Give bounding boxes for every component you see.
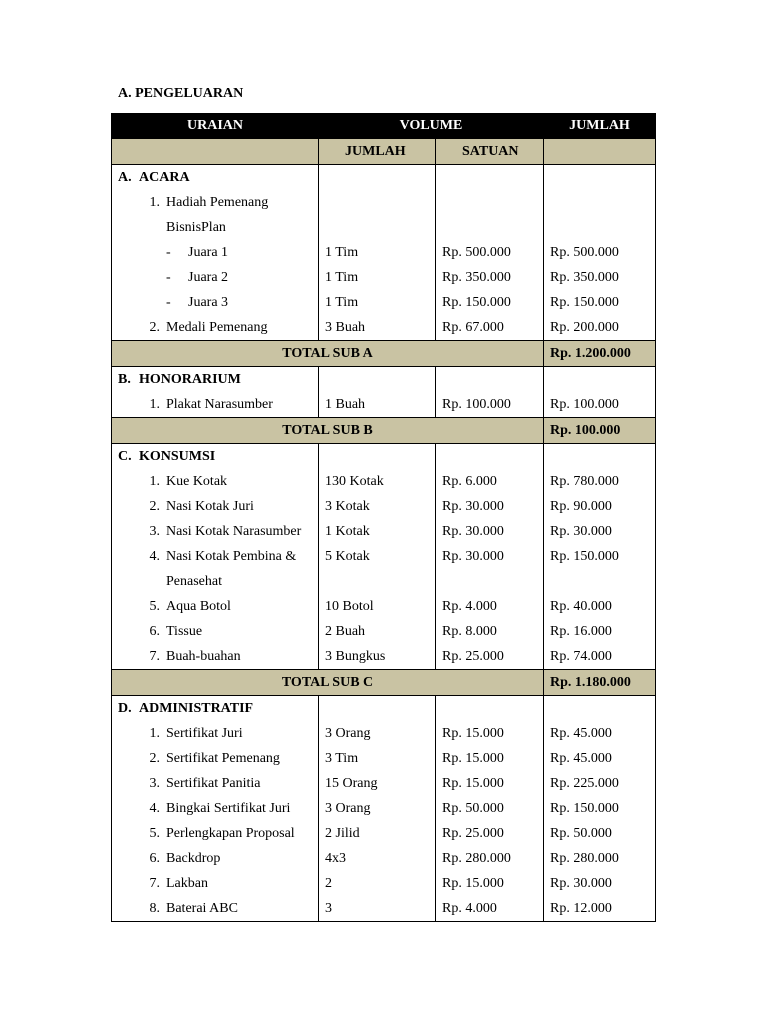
total-cell: Rp. 45.000 — [544, 721, 656, 746]
unit-price-cell: Rp. 4.000 — [436, 594, 544, 619]
item-label: Sertifikat Juri — [166, 725, 243, 741]
total-cell — [544, 367, 656, 393]
unit-price-cell — [436, 696, 544, 722]
unit-price-cell: Rp. 350.000 — [436, 265, 544, 290]
total-cell: Rp. 350.000 — [544, 265, 656, 290]
section-letter: C. — [118, 448, 132, 464]
item-number: 4. — [149, 548, 160, 564]
subtotal-row — [112, 341, 656, 367]
section-label: HONORARIUM — [139, 371, 241, 387]
unit-price-cell: Rp. 30.000 — [436, 544, 544, 569]
subtotal-row — [112, 418, 656, 444]
item-number: 1. — [149, 194, 160, 210]
item-row — [112, 594, 656, 619]
total-cell — [544, 696, 656, 722]
unit-price-cell: Rp. 100.000 — [436, 392, 544, 418]
section-letter: A. — [118, 169, 132, 185]
item-description — [112, 544, 319, 569]
section-letter: D. — [118, 700, 132, 716]
item-description — [112, 594, 319, 619]
subtotal-value: Rp. 1.200.000 — [544, 341, 656, 367]
item-description — [112, 290, 319, 315]
item-description — [112, 494, 319, 519]
item-label: Aqua Botol — [166, 598, 231, 614]
qty-cell — [319, 569, 436, 594]
item-number: 2. — [149, 750, 160, 766]
section-title — [112, 696, 319, 722]
total-cell: Rp. 150.000 — [544, 290, 656, 315]
qty-cell — [319, 165, 436, 191]
section-label: KONSUMSI — [139, 448, 216, 464]
item-description — [112, 469, 319, 494]
unit-price-cell: Rp. 150.000 — [436, 290, 544, 315]
subtotal-label: TOTAL SUB B — [112, 418, 544, 444]
unit-price-cell: Rp. 500.000 — [436, 240, 544, 265]
section-row — [112, 367, 656, 393]
item-number: 1. — [149, 473, 160, 489]
item-row — [112, 771, 656, 796]
item-label: Kue Kotak — [166, 473, 228, 489]
total-cell — [544, 215, 656, 240]
total-cell: Rp. 200.000 — [544, 315, 656, 341]
item-number: 7. — [149, 648, 160, 664]
qty-cell: 2 — [319, 871, 436, 896]
subtotal-row — [112, 670, 656, 696]
qty-cell: 1 Tim — [319, 265, 436, 290]
item-row — [112, 519, 656, 544]
item-row — [112, 746, 656, 771]
qty-cell: 3 Orang — [319, 796, 436, 821]
item-description — [112, 519, 319, 544]
item-description — [112, 846, 319, 871]
unit-price-cell: Rp. 67.000 — [436, 315, 544, 341]
item-label: Nasi Kotak Narasumber — [166, 523, 302, 539]
qty-cell — [319, 215, 436, 240]
item-row — [112, 215, 656, 240]
qty-cell: 130 Kotak — [319, 469, 436, 494]
item-label: Sertifikat Panitia — [166, 775, 261, 791]
total-cell: Rp. 16.000 — [544, 619, 656, 644]
unit-price-cell: Rp. 6.000 — [436, 469, 544, 494]
dash-bullet: - — [166, 244, 171, 260]
section-title — [112, 444, 319, 470]
qty-cell: 3 Tim — [319, 746, 436, 771]
item-number: 8. — [149, 900, 160, 916]
section-title — [112, 165, 319, 191]
item-label: Nasi Kotak Pembina & — [166, 548, 297, 564]
total-cell: Rp. 30.000 — [544, 871, 656, 896]
table-subheader-row — [112, 139, 656, 165]
qty-cell: 3 Orang — [319, 721, 436, 746]
item-description — [112, 821, 319, 846]
section-label: ACARA — [139, 169, 190, 185]
item-row — [112, 469, 656, 494]
item-number: 3. — [149, 523, 160, 539]
item-description — [112, 190, 319, 215]
item-row — [112, 721, 656, 746]
total-cell: Rp. 45.000 — [544, 746, 656, 771]
item-label: Backdrop — [166, 850, 221, 866]
item-label: Hadiah Pemenang — [166, 194, 269, 210]
item-label: Juara 1 — [188, 244, 229, 260]
unit-price-cell: Rp. 30.000 — [436, 494, 544, 519]
total-cell — [544, 444, 656, 470]
total-cell — [544, 190, 656, 215]
item-description — [112, 215, 319, 240]
unit-price-cell — [436, 444, 544, 470]
total-cell: Rp. 74.000 — [544, 644, 656, 670]
item-row — [112, 896, 656, 922]
subheader-empty — [112, 139, 319, 165]
qty-cell: 3 Buah — [319, 315, 436, 341]
document-title: A. PENGELUARAN — [118, 86, 244, 101]
item-label: Sertifikat Pemenang — [166, 750, 280, 766]
item-label: Juara 3 — [188, 294, 229, 310]
total-cell: Rp. 150.000 — [544, 544, 656, 569]
section-title — [112, 367, 319, 393]
dash-bullet: - — [166, 269, 171, 285]
subheader-satuan: SATUAN — [436, 139, 544, 165]
total-cell: Rp. 280.000 — [544, 846, 656, 871]
item-number: 3. — [149, 775, 160, 791]
unit-price-cell: Rp. 15.000 — [436, 746, 544, 771]
unit-price-cell: Rp. 15.000 — [436, 871, 544, 896]
qty-cell: 1 Kotak — [319, 519, 436, 544]
unit-price-cell: Rp. 4.000 — [436, 896, 544, 922]
item-description — [112, 240, 319, 265]
unit-price-cell: Rp. 25.000 — [436, 821, 544, 846]
unit-price-cell: Rp. 15.000 — [436, 771, 544, 796]
item-number: 5. — [149, 598, 160, 614]
qty-cell — [319, 444, 436, 470]
qty-cell: 3 Kotak — [319, 494, 436, 519]
item-label: Tissue — [166, 623, 203, 639]
qty-cell: 1 Buah — [319, 392, 436, 418]
unit-price-cell: Rp. 50.000 — [436, 796, 544, 821]
qty-cell — [319, 190, 436, 215]
qty-cell: 1 Tim — [319, 290, 436, 315]
item-number: 4. — [149, 800, 160, 816]
item-description — [112, 796, 319, 821]
qty-cell: 3 — [319, 896, 436, 922]
item-row — [112, 290, 656, 315]
total-cell: Rp. 780.000 — [544, 469, 656, 494]
item-row — [112, 619, 656, 644]
item-description — [112, 771, 319, 796]
total-cell — [544, 165, 656, 191]
subtotal-value: Rp. 1.180.000 — [544, 670, 656, 696]
unit-price-cell — [436, 190, 544, 215]
item-row — [112, 265, 656, 290]
item-label: Lakban — [166, 875, 208, 891]
dash-bullet: - — [166, 294, 171, 310]
item-number: 2. — [149, 319, 160, 335]
item-row — [112, 392, 656, 418]
subtotal-value: Rp. 100.000 — [544, 418, 656, 444]
header-jumlah: JUMLAH — [544, 113, 656, 139]
item-label-continued: BisnisPlan — [166, 219, 226, 235]
section-row — [112, 444, 656, 470]
item-number: 1. — [149, 725, 160, 741]
qty-cell: 2 Buah — [319, 619, 436, 644]
section-row — [112, 696, 656, 722]
item-row — [112, 821, 656, 846]
unit-price-cell — [436, 215, 544, 240]
subtotal-label: TOTAL SUB A — [112, 341, 544, 367]
qty-cell: 2 Jilid — [319, 821, 436, 846]
total-cell: Rp. 500.000 — [544, 240, 656, 265]
qty-cell: 10 Botol — [319, 594, 436, 619]
item-label: Baterai ABC — [166, 900, 238, 916]
total-cell: Rp. 225.000 — [544, 771, 656, 796]
item-description — [112, 315, 319, 341]
unit-price-cell — [436, 165, 544, 191]
item-description — [112, 721, 319, 746]
item-number: 1. — [149, 396, 160, 412]
item-label: Perlengkapan Proposal — [166, 825, 295, 841]
section-letter: B. — [118, 371, 131, 387]
item-description — [112, 569, 319, 594]
item-description — [112, 746, 319, 771]
table-header-row — [112, 113, 656, 139]
qty-cell: 15 Orang — [319, 771, 436, 796]
budget-table — [111, 113, 656, 922]
item-row — [112, 240, 656, 265]
item-number: 7. — [149, 875, 160, 891]
unit-price-cell: Rp. 8.000 — [436, 619, 544, 644]
item-row — [112, 190, 656, 215]
item-description — [112, 896, 319, 922]
unit-price-cell: Rp. 15.000 — [436, 721, 544, 746]
item-description — [112, 644, 319, 670]
total-cell — [544, 569, 656, 594]
item-description — [112, 392, 319, 418]
item-description — [112, 619, 319, 644]
qty-cell: 5 Kotak — [319, 544, 436, 569]
subheader-jumlah: JUMLAH — [319, 139, 436, 165]
total-cell: Rp. 30.000 — [544, 519, 656, 544]
qty-cell: 3 Bungkus — [319, 644, 436, 670]
total-cell: Rp. 50.000 — [544, 821, 656, 846]
item-row — [112, 846, 656, 871]
unit-price-cell: Rp. 25.000 — [436, 644, 544, 670]
item-label: Bingkai Sertifikat Juri — [166, 800, 291, 816]
item-number: 6. — [149, 623, 160, 639]
item-number: 2. — [149, 498, 160, 514]
item-number: 5. — [149, 825, 160, 841]
total-cell: Rp. 100.000 — [544, 392, 656, 418]
item-row — [112, 569, 656, 594]
item-row — [112, 544, 656, 569]
total-cell: Rp. 40.000 — [544, 594, 656, 619]
qty-cell — [319, 367, 436, 393]
item-label: Juara 2 — [188, 269, 229, 285]
item-row — [112, 871, 656, 896]
item-number: 6. — [149, 850, 160, 866]
item-description — [112, 265, 319, 290]
total-cell: Rp. 150.000 — [544, 796, 656, 821]
subheader-empty — [544, 139, 656, 165]
total-cell: Rp. 12.000 — [544, 896, 656, 922]
item-label: Buah-buahan — [166, 648, 241, 664]
total-cell: Rp. 90.000 — [544, 494, 656, 519]
item-row — [112, 315, 656, 341]
unit-price-cell: Rp. 280.000 — [436, 846, 544, 871]
item-row — [112, 644, 656, 670]
qty-cell: 4x3 — [319, 846, 436, 871]
qty-cell — [319, 696, 436, 722]
header-uraian: URAIAN — [112, 113, 319, 139]
item-label: Plakat Narasumber — [166, 396, 273, 412]
item-label-continued: Penasehat — [166, 573, 222, 589]
header-volume: VOLUME — [319, 113, 544, 139]
unit-price-cell: Rp. 30.000 — [436, 519, 544, 544]
qty-cell: 1 Tim — [319, 240, 436, 265]
item-row — [112, 796, 656, 821]
subtotal-label: TOTAL SUB C — [112, 670, 544, 696]
item-row — [112, 494, 656, 519]
item-label: Nasi Kotak Juri — [166, 498, 254, 514]
unit-price-cell — [436, 367, 544, 393]
item-description — [112, 871, 319, 896]
unit-price-cell — [436, 569, 544, 594]
item-label: Medali Pemenang — [166, 319, 268, 335]
section-row — [112, 165, 656, 191]
section-label: ADMINISTRATIF — [139, 700, 254, 716]
